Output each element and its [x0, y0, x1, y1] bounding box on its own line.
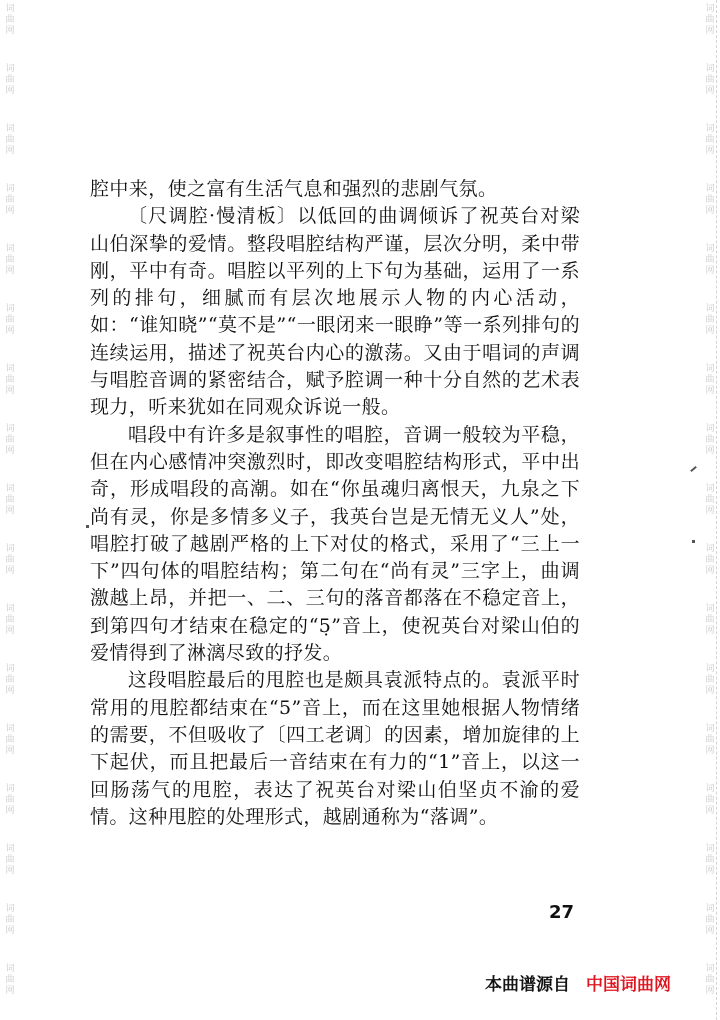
watermark-char: 词 [5, 64, 15, 74]
watermark-char: 网 [705, 746, 715, 756]
source-prefix-label: 本曲谱源自 [485, 975, 570, 995]
watermark-unit [2, 240, 18, 300]
paragraph-3: 唱段中有许多是叙事性的唱腔，音调一般较为平稳，但在内心感情冲突激烈时，即改变唱腔结构形式，平中出奇，形成唱段的高潮。如在“你虽魂归离恨天，九泉之下尚有灵，你是多情多义子，我英台岂是无情无义人”处，唱腔打破了越剧严格的上下对仗的格式，采用了“三上一下”四句体的唱腔结构；第二句在“尚有灵”三字上，曲调激越上昂，并把一、二、三句的落音都落在不稳定音上，到第四句才结束在稳定的“5̣”音上，使祝英台对梁山伯的爱情得到了淋漓尽致的抒发。 [90, 423, 580, 665]
watermark-unit [2, 900, 18, 960]
watermark-char: 网 [705, 806, 715, 816]
watermark-char: 网 [705, 206, 715, 216]
source-site-link[interactable]: 中国词曲网 [586, 975, 671, 995]
watermark-char: 词 [705, 184, 715, 194]
watermark-char: 曲 [5, 435, 15, 445]
watermark-char: 网 [5, 206, 15, 216]
watermark-char: 曲 [5, 735, 15, 745]
watermark-char: 词 [705, 904, 715, 914]
watermark-char: 网 [705, 686, 715, 696]
watermark-char: 词 [5, 184, 15, 194]
watermark-char: 曲 [5, 315, 15, 325]
watermark-char: 词 [705, 784, 715, 794]
scan-speck [692, 540, 695, 543]
watermark-unit [2, 480, 18, 540]
watermark-char: 词 [5, 904, 15, 914]
watermark-char: 网 [5, 506, 15, 516]
watermark-char: 词 [5, 784, 15, 794]
paragraph-2: 〔尺调腔·慢清板〕以低回的曲调倾诉了祝英台对梁山伯深挚的爱情。整段唱腔结构严谨，层次分明，柔中带刚，平中有奇。唱腔以平列的上下句为基础，运用了一系列的排句，细腻而有层次地展示人物的内心活动，如：“谁知晓”“莫不是”“一眼闭来一眼睁”等一系列排句的连续运用，描述了祝英台内心的激荡。又由于唱词的声调与唱腔音调的紧密结合，赋予腔调一种十分自然的艺术表现力，听来犹如在同观众诉说一般。 [90, 205, 580, 419]
watermark-char: 词 [5, 4, 15, 14]
watermark-char: 网 [5, 746, 15, 756]
scan-speck [86, 525, 89, 528]
watermark-unit [2, 60, 18, 120]
watermark-char: 曲 [5, 615, 15, 625]
watermark-char: 网 [5, 446, 15, 456]
watermark-unit [2, 960, 18, 1020]
watermark-char: 曲 [705, 555, 715, 565]
watermark-char: 网 [5, 926, 15, 936]
watermark-char: 网 [705, 146, 715, 156]
watermark-char: 词 [705, 364, 715, 374]
right-dashed-divider [716, 0, 717, 1020]
watermark-char: 网 [5, 326, 15, 336]
watermark-char: 词 [5, 424, 15, 434]
watermark-char: 网 [705, 566, 715, 576]
watermark-char: 网 [705, 266, 715, 276]
watermark-unit [2, 180, 18, 240]
watermark-char: 词 [705, 484, 715, 494]
watermark-char: 曲 [5, 555, 15, 565]
watermark-char: 曲 [5, 915, 15, 925]
watermark-char: 词 [5, 604, 15, 614]
watermark-char: 词 [705, 424, 715, 434]
watermark-char: 曲 [5, 495, 15, 505]
source-footer [485, 970, 671, 995]
watermark-unit [2, 120, 18, 180]
watermark-unit [2, 660, 18, 720]
watermark-char: 词 [5, 544, 15, 554]
watermark-unit [2, 360, 18, 420]
watermark-char: 网 [705, 86, 715, 96]
watermark-unit [2, 0, 18, 60]
scan-speck [690, 466, 697, 472]
watermark-char: 网 [705, 386, 715, 396]
left-watermark-stack [2, 0, 18, 1020]
watermark-char: 词 [705, 604, 715, 614]
watermark-char: 网 [5, 86, 15, 96]
watermark-char: 词 [5, 964, 15, 974]
article-body [90, 176, 580, 831]
watermark-char: 曲 [705, 915, 715, 925]
watermark-char: 网 [5, 866, 15, 876]
watermark-char: 词 [705, 64, 715, 74]
watermark-char: 词 [5, 484, 15, 494]
watermark-char: 词 [705, 304, 715, 314]
watermark-char: 曲 [5, 75, 15, 85]
watermark-char: 曲 [5, 795, 15, 805]
watermark-char: 曲 [705, 15, 715, 25]
watermark-char: 词 [705, 124, 715, 134]
watermark-char: 词 [705, 964, 715, 974]
watermark-char: 词 [5, 244, 15, 254]
watermark-char: 词 [5, 664, 15, 674]
watermark-char: 词 [705, 844, 715, 854]
watermark-char: 曲 [705, 975, 715, 985]
page-number: 27 [549, 902, 575, 923]
watermark-char: 曲 [705, 195, 715, 205]
watermark-char: 词 [5, 124, 15, 134]
watermark-char: 词 [5, 844, 15, 854]
watermark-char: 词 [705, 664, 715, 674]
watermark-char: 曲 [705, 315, 715, 325]
watermark-char: 网 [5, 626, 15, 636]
watermark-char: 网 [705, 326, 715, 336]
watermark-char: 网 [5, 986, 15, 996]
watermark-unit [2, 780, 18, 840]
watermark-char: 曲 [5, 135, 15, 145]
watermark-char: 曲 [705, 495, 715, 505]
watermark-char: 网 [705, 926, 715, 936]
watermark-char: 网 [5, 566, 15, 576]
watermark-char: 网 [705, 626, 715, 636]
watermark-char: 词 [705, 244, 715, 254]
watermark-char: 词 [705, 4, 715, 14]
watermark-char: 曲 [5, 15, 15, 25]
watermark-unit [2, 540, 18, 600]
watermark-char: 网 [705, 866, 715, 876]
watermark-char: 词 [5, 364, 15, 374]
right-watermark-strip [702, 0, 718, 1020]
watermark-unit [2, 720, 18, 780]
watermark-char: 曲 [5, 855, 15, 865]
watermark-char: 曲 [5, 675, 15, 685]
watermark-unit [2, 300, 18, 360]
watermark-char: 网 [705, 986, 715, 996]
watermark-char: 网 [5, 386, 15, 396]
watermark-char: 曲 [705, 675, 715, 685]
watermark-char: 曲 [5, 375, 15, 385]
watermark-char: 曲 [5, 975, 15, 985]
left-watermark-strip [2, 0, 18, 1020]
watermark-char: 曲 [705, 75, 715, 85]
watermark-char: 网 [5, 686, 15, 696]
watermark-char: 网 [5, 266, 15, 276]
watermark-char: 曲 [705, 855, 715, 865]
watermark-char: 曲 [705, 135, 715, 145]
watermark-char: 曲 [705, 375, 715, 385]
watermark-char: 曲 [705, 735, 715, 745]
paragraph-1: 腔中来，使之富有生活气息和强烈的悲剧气氛。 [90, 178, 498, 200]
watermark-char: 曲 [705, 255, 715, 265]
watermark-char: 词 [705, 724, 715, 734]
watermark-char: 网 [5, 146, 15, 156]
watermark-unit [2, 420, 18, 480]
watermark-char: 词 [5, 724, 15, 734]
watermark-char: 词 [705, 544, 715, 554]
paragraph-4: 这段唱腔最后的甩腔也是颇具袁派特点的。袁派平时常用的甩腔都结束在“5”音上，而在这里她根据人物情绪的需要，不但吸收了〔四工老调〕的因素，增加旋律的上下起伏，而且把最后一音结束在有力的“1”音上，以这一回肠荡气的甩腔，表达了祝英台对梁山伯坚贞不渝的爱情。这种甩腔的处理形式，越剧通称为“落调”。 [90, 669, 580, 828]
watermark-unit [2, 600, 18, 660]
watermark-char: 曲 [705, 435, 715, 445]
watermark-char: 曲 [5, 255, 15, 265]
watermark-char: 曲 [705, 615, 715, 625]
watermark-char: 网 [5, 806, 15, 816]
watermark-char: 网 [705, 506, 715, 516]
watermark-char: 网 [705, 26, 715, 36]
watermark-char: 网 [5, 26, 15, 36]
watermark-char: 网 [705, 446, 715, 456]
watermark-char: 曲 [705, 795, 715, 805]
watermark-char: 词 [5, 304, 15, 314]
watermark-char: 曲 [5, 195, 15, 205]
watermark-unit [2, 840, 18, 900]
